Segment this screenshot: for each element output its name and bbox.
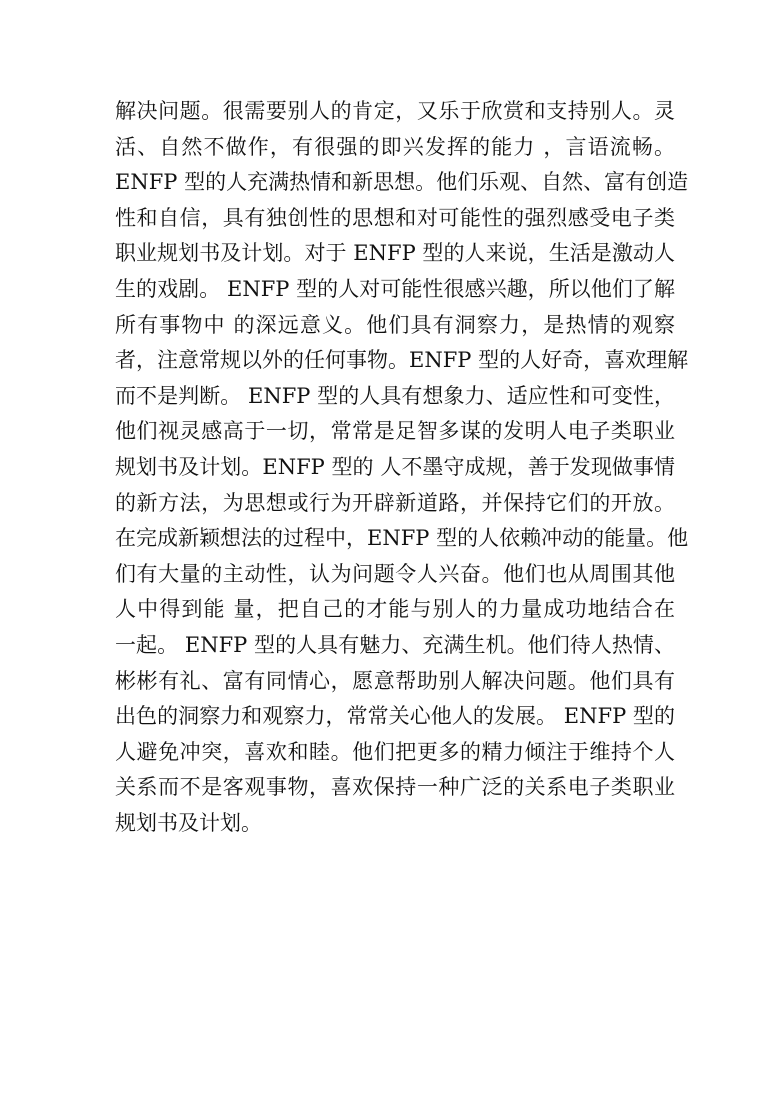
text-line: 人避免冲突，喜欢和睦。他们把更多的精力倾注于维持个人 <box>115 739 675 764</box>
text-line: 生的戏剧。 ENFP 型的人对可能性很感兴趣，所以他们了解 <box>115 276 675 301</box>
text-line: 的新方法，为思想或行为开辟新道路，并保持它们的开放。 <box>115 490 675 515</box>
text-line: ENFP 型的人充满热情和新思想。他们乐观、自然、富有创造 <box>115 170 689 195</box>
body-text <box>115 94 689 841</box>
text-line: 在完成新颖想法的过程中，ENFP 型的人依赖冲动的能量。他 <box>115 526 689 551</box>
text-line: 规划书及计划。 <box>115 810 262 835</box>
text-line: 人中得到能 量，把自己的才能与别人的力量成功地结合在 <box>115 597 675 622</box>
text-line: 关系而不是客观事物，喜欢保持一种广泛的关系电子类职业 <box>115 775 675 800</box>
text-line: 他们视灵感高于一切，常常是足智多谋的发明人电子类职业 <box>115 419 675 444</box>
text-line: 活、自然不做作，有很强的即兴发挥的能力 ，言语流畅。 <box>115 134 675 159</box>
text-line: 规划书及计划。ENFP 型的 人不墨守成规，善于发现做事情 <box>115 454 675 479</box>
text-line: 所有事物中 的深远意义。他们具有洞察力，是热情的观察 <box>115 312 675 337</box>
text-line: 出色的洞察力和观察力，常常关心他人的发展。 ENFP 型的 <box>115 704 675 729</box>
text-line: 彬彬有礼、富有同情心，愿意帮助别人解决问题。他们具有 <box>115 668 675 693</box>
text-line: 们有大量的主动性，认为问题令人兴奋。他们也从周围其他 <box>115 561 675 586</box>
text-line: 解决问题。很需要别人的肯定，又乐于欣赏和支持别人。灵 <box>115 99 675 123</box>
text-line: 者，注意常规以外的任何事物。ENFP 型的人好奇，喜欢理解 <box>115 348 689 373</box>
text-line: 一起。 ENFP 型的人具有魅力、充满生机。他们待人热情、 <box>115 632 675 657</box>
text-line: 性和自信，具有独创性的思想和对可能性的强烈感受电子类 <box>115 205 675 230</box>
text-line: 而不是判断。 ENFP 型的人具有想象力、适应性和可变性， <box>115 383 675 408</box>
text-line: 职业规划书及计划。对于 ENFP 型的人来说，生活是激动人 <box>115 241 675 266</box>
